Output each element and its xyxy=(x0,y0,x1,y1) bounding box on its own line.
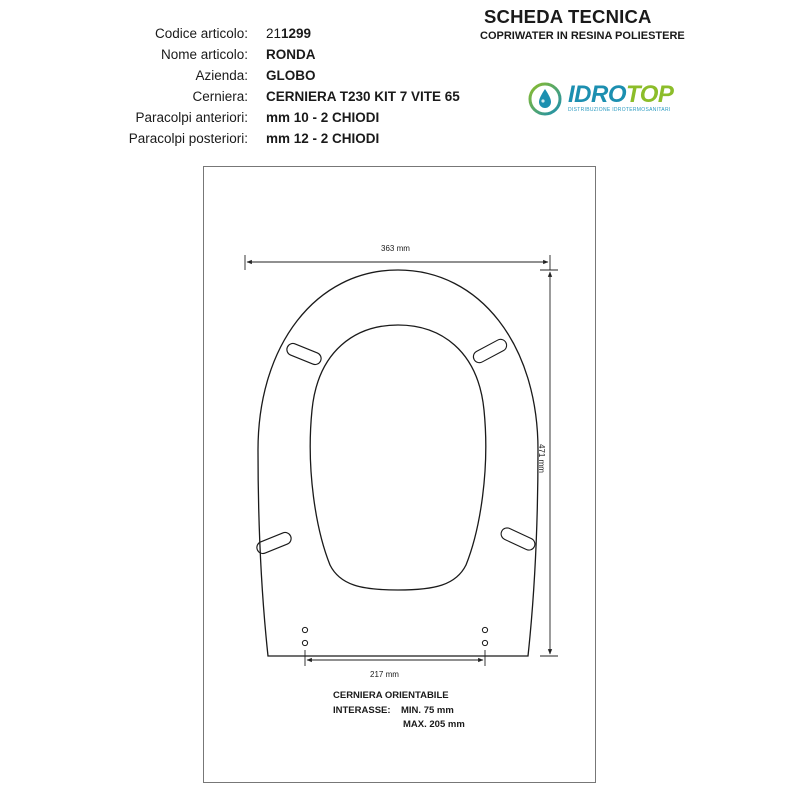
hinge-hole xyxy=(482,627,487,632)
spec-label: Paracolpi posteriori: xyxy=(128,131,248,146)
slot-pad-top-right xyxy=(471,337,508,364)
spec-label: Azienda: xyxy=(195,68,248,83)
slot-pad-bottom-right xyxy=(499,526,537,552)
hinge-holes xyxy=(302,627,487,645)
seat-inner-opening xyxy=(310,325,486,590)
spec-value-bold: 1299 xyxy=(281,26,312,41)
spec-value: RONDA xyxy=(266,47,316,62)
spec-value: mm 10 - 2 CHIODI xyxy=(266,110,380,125)
spec-value: mm 12 - 2 CHIODI xyxy=(266,131,380,146)
spec-label: Nome articolo: xyxy=(160,47,248,62)
logo-wordmark: IDROTOP xyxy=(568,81,674,108)
spec-value: GLOBO xyxy=(266,68,316,83)
hinge-dimension xyxy=(305,650,485,666)
document-title: SCHEDA TECNICA xyxy=(484,6,652,27)
hinge-hole xyxy=(302,640,307,645)
logo-tagline: DISTRIBUZIONE IDROTERMOSANITARI xyxy=(568,107,671,113)
spec-label: Cerniera: xyxy=(192,89,248,104)
height-dimension-label: 471 mm xyxy=(537,444,546,473)
width-dimension-label: 363 mm xyxy=(381,244,410,253)
seat-slot-pads xyxy=(255,337,537,555)
seat-outer-outline xyxy=(258,270,538,656)
document-subtitle: COPRIWATER IN RESINA POLIESTERE xyxy=(480,30,685,42)
hinge-note-max: MAX. 205 mm xyxy=(403,719,465,730)
spec-label: Codice articolo: xyxy=(154,26,248,41)
hinge-hole xyxy=(482,640,487,645)
spec-value-prefix: 21 xyxy=(266,26,282,41)
width-dimension xyxy=(245,255,550,270)
hinge-note-title: CERNIERA ORIENTABILE xyxy=(333,690,449,701)
hinge-hole xyxy=(302,627,307,632)
slot-pad-top-left xyxy=(285,342,323,367)
spec-value: CERNIERA T230 KIT 7 VITE 65 xyxy=(266,89,460,104)
hinge-note-min: MIN. 75 mm xyxy=(401,705,454,716)
hinge-note-label: INTERASSE: xyxy=(333,705,391,716)
spec-label: Paracolpi anteriori: xyxy=(135,110,248,125)
hinge-dimension-label: 217 mm xyxy=(370,670,399,679)
